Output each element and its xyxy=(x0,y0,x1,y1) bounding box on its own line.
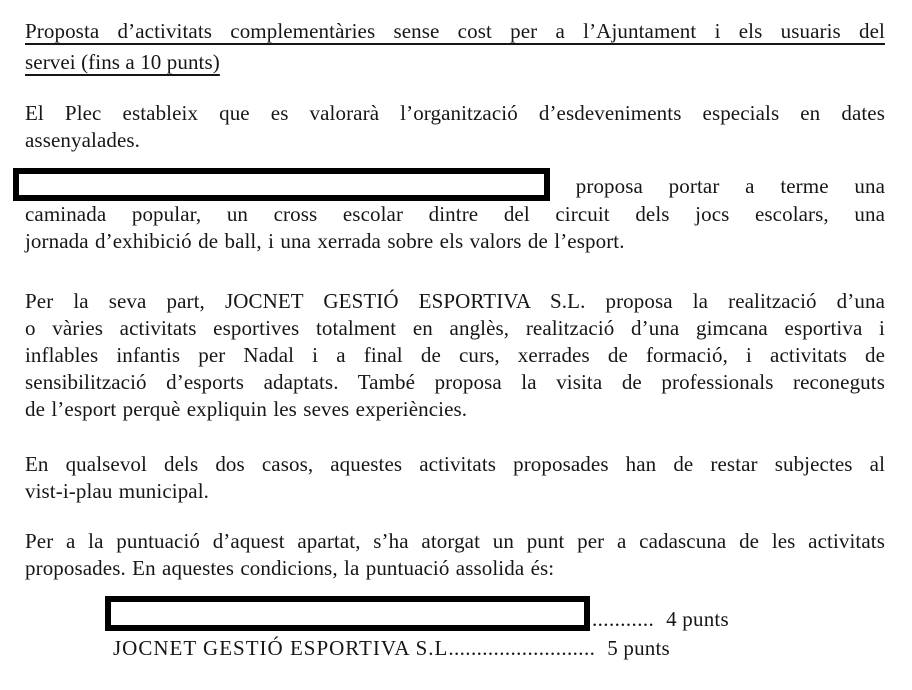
scoring-line-2: proposades. En aquestes condicions, la puntuació assolida és: xyxy=(25,556,555,580)
section-heading xyxy=(25,16,885,78)
paragraph-jocnet xyxy=(25,288,885,423)
scoring-line-1: Per a la puntuació d’aquest apartat, s’ha atorgat un punt per a cadascuna de les activitats xyxy=(25,529,885,553)
condition-line-1: En qualsevol dels dos casos, aquestes activitats proposades han de restar subjectes al xyxy=(25,452,885,476)
score-list xyxy=(25,596,885,662)
paragraph-condition xyxy=(25,451,885,505)
proposal-line-2: caminada popular, un cross escolar dintre del circuit dels jocs escolars, una xyxy=(25,202,885,226)
jocnet-line-4: sensibilització d’esports adaptats. També proposa la visita de professionals reconeguts xyxy=(25,370,885,394)
paragraph-scoring-intro xyxy=(25,528,885,582)
jocnet-line-1: Per la seva part, JOCNET GESTIÓ ESPORTIVA S.L. proposa la realització d’una xyxy=(25,289,885,313)
redaction-box-score-company xyxy=(105,596,590,631)
proposal-line-1-text: proposa portar a terme una xyxy=(575,174,885,198)
proposal-line-3: jornada d’exhibició de ball, i una xerrada sobre els valors de l’esport. xyxy=(25,229,625,253)
dot-leader: ........... xyxy=(592,607,655,631)
jocnet-line-2: o vàries activitats esportives totalment en anglès, realització d’una gimcana esportiva i xyxy=(25,316,885,340)
redaction-box-company-name xyxy=(13,168,550,201)
heading-line-2: servei (fins a 10 punts) xyxy=(25,50,220,74)
intro-line-2: assenyalades. xyxy=(25,128,141,152)
jocnet-line-5: de l’esport perquè expliquin les seves experiències. xyxy=(25,397,468,421)
score-row-jocnet xyxy=(113,635,885,662)
score-row-redacted xyxy=(105,596,885,633)
dot-leader: .......................... xyxy=(448,636,596,660)
condition-line-2: vist-i-plau municipal. xyxy=(25,479,209,503)
paragraph-intro xyxy=(25,100,885,154)
intro-line-1: El Plec estableix que es valorarà l’organització d’esdeveniments especials en dates xyxy=(25,101,885,125)
score-company-name: JOCNET GESTIÓ ESPORTIVA S.L xyxy=(113,636,449,660)
paragraph-proposal xyxy=(25,168,885,255)
score-points: 4 punts xyxy=(666,607,729,631)
jocnet-line-3: inflables infantis per Nadal i a final de curs, xerrades de formació, i activitats de xyxy=(25,343,885,367)
score-points: 5 punts xyxy=(607,636,670,660)
heading-line-1: Proposta d’activitats complementàries sense cost per a l’Ajuntament i els usuaris del xyxy=(25,19,885,43)
proposal-line-1 xyxy=(25,168,885,201)
